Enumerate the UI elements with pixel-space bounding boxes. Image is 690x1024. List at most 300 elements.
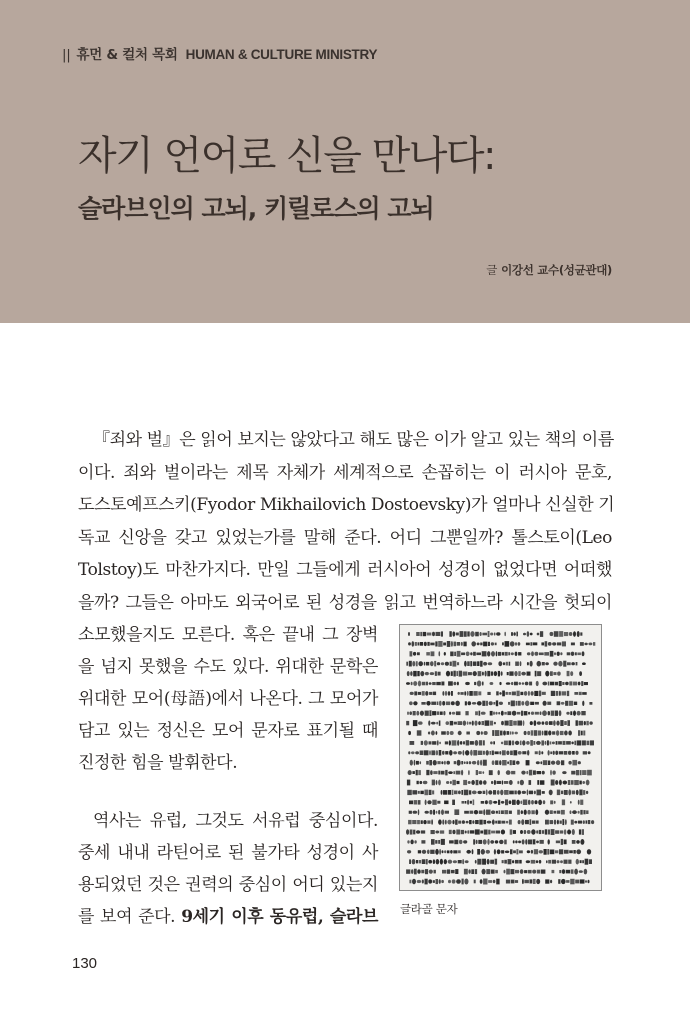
glyph-stroke (586, 791, 588, 794)
glyph-stroke (413, 830, 415, 835)
glyph-stroke (431, 839, 435, 845)
glyph-stroke (528, 800, 531, 805)
glyph-stroke (510, 849, 513, 854)
glyph-stroke (448, 860, 453, 864)
glyph-stroke (506, 869, 510, 875)
glyph-stroke (562, 682, 564, 685)
glyph-stroke (506, 751, 509, 755)
glyph-stroke (520, 869, 524, 874)
glyph-stroke (543, 760, 548, 765)
glyph-stroke (414, 840, 416, 843)
glyph-stroke (488, 880, 492, 883)
glyph-stroke (555, 711, 558, 716)
glyph-stroke (515, 642, 517, 646)
glyph-stroke (524, 691, 527, 696)
glyph-stroke (417, 880, 421, 883)
glyph-stroke (559, 780, 562, 786)
glyph-stroke (477, 661, 479, 666)
glyph-stroke (488, 830, 490, 835)
glyph-stroke (558, 879, 560, 884)
glyph-stroke (539, 830, 541, 834)
glyph-stroke (559, 681, 562, 686)
glyph-stroke (452, 879, 456, 883)
glyph-stroke (557, 820, 559, 825)
glyph-stroke (546, 860, 548, 863)
glyph-stroke (579, 829, 581, 834)
glyph-stroke (582, 651, 585, 656)
glyph-stroke (562, 641, 566, 646)
glyph-stroke (554, 820, 557, 825)
glyph-stroke (495, 643, 497, 646)
glyph-stroke (505, 641, 510, 647)
glyph-stroke (411, 751, 415, 754)
glyph-stroke (528, 840, 532, 845)
glyph-stroke (577, 711, 581, 716)
glyph-stroke (424, 642, 427, 646)
glyph-stroke (579, 692, 582, 695)
glyph-stroke (575, 652, 577, 655)
glyph-stroke (501, 801, 505, 804)
glyph-stroke (529, 682, 532, 686)
glyph-stroke (433, 859, 435, 864)
glyph-stroke (459, 840, 463, 844)
glyph-stroke (458, 821, 461, 824)
glyph-stroke (561, 839, 563, 845)
glyph-stroke (531, 810, 534, 814)
glyph-stroke (407, 850, 411, 853)
glyph-stroke (494, 849, 496, 855)
glyph-stroke (441, 809, 444, 815)
glyph-stroke (472, 791, 477, 795)
glyph-stroke (451, 870, 455, 873)
glyph-stroke (451, 691, 453, 696)
glyph-stroke (539, 860, 542, 864)
glyph-stroke (452, 790, 454, 795)
glyph-stroke (494, 632, 496, 635)
glyph-stroke (413, 711, 416, 715)
glyph-stroke (580, 800, 583, 805)
glyph-stroke (583, 751, 587, 754)
glyph-stroke (426, 701, 430, 706)
glyph-stroke (586, 820, 588, 823)
glyph-stroke (537, 870, 541, 874)
glyph-stroke (416, 770, 418, 775)
glyph-stroke (505, 799, 508, 805)
glyph-stroke (563, 781, 568, 785)
glyph-stroke (559, 751, 564, 754)
glyph-stroke (412, 879, 416, 885)
glyph-stroke (587, 770, 592, 776)
glyph-stroke (527, 672, 531, 676)
glyph-stroke (490, 840, 494, 844)
glyph-stroke (583, 820, 585, 824)
glyph-stroke (537, 721, 541, 724)
glyph-stroke (586, 780, 590, 786)
glyph-stroke (498, 652, 501, 656)
glyph-stroke (499, 810, 501, 814)
glyph-stroke (589, 859, 592, 864)
glyph-stroke (590, 740, 594, 745)
glyph-stroke (562, 819, 564, 825)
glyph-stroke (515, 840, 517, 843)
glyph-stroke (545, 641, 548, 646)
glyph-stroke (540, 631, 543, 637)
glyph-stroke (504, 860, 507, 864)
glyph-stroke (485, 671, 487, 677)
glyph-stroke (427, 850, 430, 854)
glyph-stroke (452, 830, 455, 834)
glyph-stroke (436, 811, 438, 814)
glyph-stroke (446, 761, 450, 765)
glyph-stroke (539, 691, 541, 697)
glyph-stroke (588, 820, 590, 824)
glyph-stroke (459, 671, 462, 677)
glyph-stroke (531, 691, 534, 695)
glyph-stroke (570, 671, 573, 676)
glyph-stroke (432, 741, 436, 745)
glyph-stroke (556, 691, 559, 696)
glyph-stroke (466, 850, 471, 854)
glyph-stroke (468, 869, 470, 873)
glyph-stroke (466, 821, 469, 824)
glyph-stroke (499, 702, 503, 705)
glyph-stroke (410, 830, 413, 835)
glyph-stroke (408, 820, 412, 824)
glyph-stroke (493, 741, 495, 744)
glyph-stroke (450, 731, 454, 735)
glyph-stroke (506, 770, 511, 775)
glyph-stroke (501, 721, 504, 725)
glyph-stroke (453, 751, 457, 754)
glyph-stroke (583, 790, 585, 795)
glyph-stroke (425, 811, 429, 814)
glyph-stroke (582, 692, 587, 695)
glyph-stroke (412, 790, 417, 794)
glyph-stroke (550, 850, 555, 855)
glyph-stroke (407, 790, 412, 795)
glyph-stroke (493, 880, 496, 883)
glyph-stroke (540, 840, 544, 844)
glyph-stroke (458, 731, 462, 735)
glyph-stroke (506, 880, 511, 884)
glyph-stroke (515, 741, 519, 745)
glyph-stroke (437, 662, 440, 665)
glyph-stroke (537, 661, 542, 667)
glyph-stroke (492, 751, 494, 756)
glyph-stroke (443, 643, 446, 646)
glyph-stroke (506, 692, 508, 695)
glyph-stroke (462, 801, 465, 804)
glyph-stroke (479, 711, 481, 716)
glyph-stroke (463, 780, 467, 785)
glyph-stroke (545, 810, 549, 815)
glyph-stroke (571, 742, 573, 745)
glyph-stroke (465, 831, 467, 834)
glyph-stroke (502, 860, 504, 863)
glyph-stroke (569, 632, 573, 636)
glyph-stroke (552, 860, 556, 864)
glyph-stroke (550, 752, 552, 755)
glyph-stroke (464, 661, 467, 667)
glyph-stroke (529, 770, 532, 776)
glyph-stroke (441, 682, 444, 686)
glyph-stroke (493, 702, 495, 705)
glyph-stroke (541, 751, 543, 754)
glyph-stroke (521, 771, 525, 775)
glyph-stroke (474, 880, 476, 884)
glyph-stroke (531, 800, 534, 805)
glyph-stroke (568, 751, 572, 755)
glyph-stroke (417, 671, 419, 676)
glyph-stroke (511, 682, 513, 685)
glyph-stroke (488, 631, 490, 637)
glyph-stroke (413, 671, 417, 677)
glyph-stroke (534, 691, 538, 696)
glyph-stroke (552, 771, 555, 775)
glyph-stroke (458, 860, 462, 863)
glyph-stroke (578, 811, 580, 814)
glyph-stroke (537, 780, 539, 785)
glyph-stroke (429, 870, 433, 874)
glyph-stroke (456, 879, 461, 884)
glyph-stroke (476, 653, 481, 656)
glyph-stroke (456, 771, 461, 775)
glyph-stroke (507, 711, 511, 715)
glyph-stroke (412, 661, 415, 666)
glyph-stroke (509, 671, 513, 675)
glyph-stroke (436, 750, 438, 755)
glyph-stroke (446, 671, 450, 677)
glyph-stroke (441, 771, 445, 775)
glyph-stroke (415, 642, 417, 646)
glyph-stroke (549, 721, 553, 725)
glyph-stroke (444, 850, 446, 853)
glyph-stroke (485, 720, 490, 725)
glyph-stroke (576, 790, 579, 795)
glyph-stroke (571, 771, 575, 775)
glyph-stroke (463, 672, 468, 676)
glyph-stroke (411, 869, 413, 874)
glyph-stroke (471, 869, 474, 874)
glyph-stroke (441, 731, 446, 734)
glyph-stroke (552, 742, 555, 745)
glyph-stroke (509, 811, 512, 814)
page-number: 130 (72, 955, 98, 972)
glyph-stroke (578, 800, 580, 805)
glyph-stroke (454, 791, 458, 795)
glyph-stroke (429, 741, 432, 744)
glyph-stroke (498, 821, 501, 824)
glyph-stroke (508, 652, 510, 655)
glyph-stroke (536, 830, 538, 833)
glyph-stroke (570, 801, 572, 804)
glyph-stroke (408, 632, 410, 635)
glyph-stroke (518, 652, 521, 655)
glyph-stroke (470, 741, 474, 745)
glyph-stroke (426, 859, 428, 864)
glyph-stroke (534, 652, 538, 656)
glyph-stroke (499, 751, 501, 755)
glyph-stroke (525, 820, 529, 824)
glyph-stroke (570, 879, 574, 885)
glyph-stroke (561, 760, 564, 765)
glyph-stroke (544, 849, 547, 855)
body-line: 이다. 죄와 벌이라는 제목 자체가 세계적으로 손꼽히는 이 러시아 문호, (78, 463, 612, 483)
glyph-stroke (501, 711, 504, 716)
glyph-stroke (552, 731, 555, 734)
glyph-stroke (537, 790, 542, 796)
glyph-stroke (530, 879, 533, 883)
glyph-stroke (428, 732, 430, 735)
glyph-stroke (505, 652, 508, 656)
glyph-stroke (489, 800, 493, 805)
glyph-stroke (538, 731, 541, 736)
glyph-stroke (436, 859, 440, 864)
glyph-stroke (535, 712, 539, 715)
glyph-stroke (553, 720, 556, 726)
glyph-stroke (522, 682, 524, 685)
glyph-stroke (533, 741, 535, 745)
glyph-stroke (512, 731, 514, 734)
glyph-stroke (510, 760, 512, 765)
glyph-stroke (448, 691, 451, 695)
glyph-stroke (509, 720, 512, 726)
glyph-stroke (418, 770, 421, 775)
glyph-stroke (424, 740, 428, 745)
glyph-stroke (495, 870, 498, 873)
glyph-stroke (480, 831, 483, 834)
glyph-stroke (421, 840, 425, 843)
glyph-stroke (540, 711, 542, 715)
glyph-stroke (439, 742, 441, 745)
glyph-stroke (551, 829, 555, 835)
glyph-stroke (432, 632, 435, 636)
glyph-stroke (571, 652, 574, 656)
glyph-stroke (550, 651, 554, 657)
glyph-stroke (496, 831, 500, 834)
glyph-stroke (588, 751, 591, 754)
glyph-stroke (515, 662, 519, 666)
glyph-stroke (495, 821, 497, 824)
glyph-stroke (406, 829, 409, 835)
glyph-stroke (582, 781, 585, 784)
glyph-stroke (565, 682, 569, 685)
glyph-stroke (452, 661, 456, 667)
glyph-stroke (456, 711, 461, 715)
glyph-stroke (445, 741, 448, 744)
glyph-stroke (581, 681, 583, 686)
glyph-stroke (491, 831, 495, 834)
glyph-stroke (564, 721, 567, 725)
glyph-stroke (410, 671, 412, 676)
glyph-stroke (431, 830, 435, 834)
glyph-stroke (534, 730, 537, 736)
glyph-stroke (440, 859, 443, 865)
glyph-stroke (410, 760, 413, 766)
glyph-stroke (449, 712, 451, 715)
glyph-stroke (412, 859, 416, 864)
glyph-stroke (451, 701, 455, 705)
glyph-stroke (551, 691, 555, 696)
glyph-stroke (422, 691, 425, 696)
glyph-stroke (442, 820, 444, 825)
glyph-stroke (509, 800, 512, 804)
glyph-stroke (509, 791, 514, 795)
glyph-stroke (542, 771, 545, 775)
glyph-stroke (442, 870, 447, 874)
glyph-stroke (491, 642, 494, 645)
glyph-stroke (454, 840, 458, 845)
glyph-stroke (417, 730, 422, 735)
glyph-stroke (563, 741, 566, 745)
glyph-stroke (550, 820, 554, 824)
glyph-stroke (452, 820, 454, 824)
glyph-stroke (556, 760, 561, 765)
glyph-stroke (430, 661, 434, 666)
glyph-stroke (542, 662, 545, 665)
glyph-stroke (470, 631, 474, 637)
glyph-stroke (585, 859, 589, 865)
glyph-stroke (418, 791, 420, 794)
glyph-stroke (521, 711, 523, 716)
glyph-stroke (494, 780, 496, 785)
glyph-stroke (500, 731, 503, 736)
glyph-stroke (574, 869, 578, 875)
glyph-stroke (554, 811, 557, 814)
body-line-bold: 9세기 이후 동유럽, 슬라브 (181, 907, 378, 927)
glyph-stroke (583, 731, 585, 736)
glyph-stroke (548, 750, 550, 755)
glyph-stroke (411, 682, 413, 686)
glyph-stroke (408, 731, 411, 735)
glyph-stroke (482, 651, 487, 656)
glyph-stroke (470, 801, 472, 804)
glyph-stroke (436, 780, 438, 785)
section-label-en: HUMAN & CULTURE MINISTRY (185, 47, 378, 62)
glyph-stroke (499, 840, 504, 844)
glyph-stroke (545, 671, 549, 677)
glyph-stroke (408, 751, 410, 754)
glyph-stroke (483, 820, 486, 824)
glyph-stroke (447, 641, 451, 647)
glyph-stroke (471, 641, 476, 646)
glyph-stroke (469, 820, 472, 824)
glyph-stroke (572, 751, 575, 755)
glyph-stroke (516, 701, 518, 706)
glyph-stroke (568, 789, 571, 795)
glyph-stroke (526, 643, 530, 646)
glyph-stroke (576, 859, 579, 865)
glyph-stroke (409, 661, 412, 667)
glyph-stroke (566, 741, 571, 745)
glyph-stroke (446, 731, 449, 735)
glyph-stroke (533, 770, 536, 774)
glyph-stroke (418, 692, 422, 695)
glyph-stroke (486, 701, 488, 706)
glyph-stroke (450, 652, 453, 657)
glyph-stroke (461, 770, 463, 776)
glyph-stroke (425, 800, 427, 806)
glyph-stroke (537, 771, 542, 774)
glyph-stroke (466, 652, 470, 657)
glyph-stroke (510, 731, 512, 734)
glyph-stroke (479, 740, 482, 745)
glyph-stroke (502, 642, 504, 645)
glyph-stroke (517, 790, 521, 794)
glyph-stroke (567, 652, 571, 655)
glyph-stroke (548, 761, 550, 766)
glyph-stroke (433, 810, 435, 815)
